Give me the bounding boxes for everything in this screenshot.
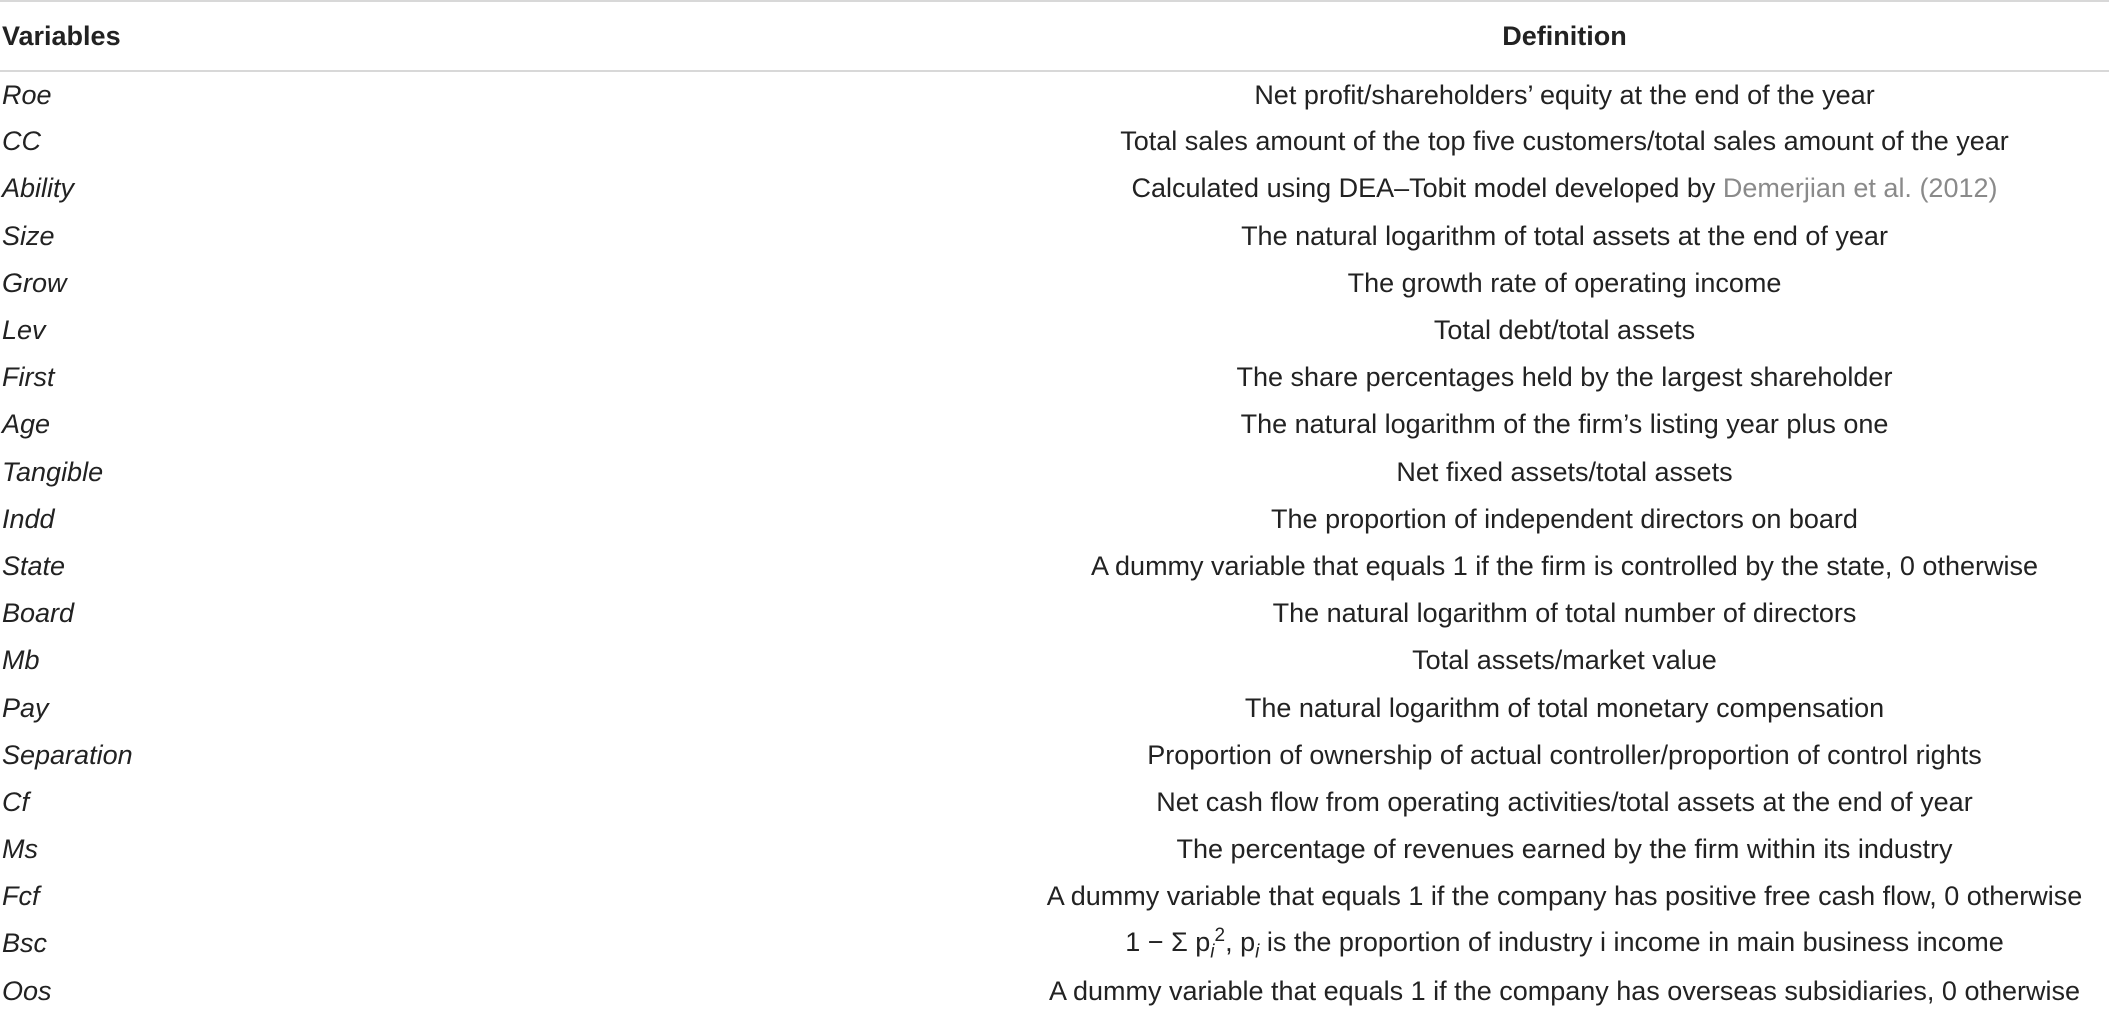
variable-cell: Cf	[2, 786, 29, 817]
table-row	[0, 590, 2109, 637]
definition-cell: The natural logarithm of total monetary compensation	[1244, 692, 1885, 723]
variable-cell: Bsc	[2, 928, 48, 959]
definition-cell: Total assets/market value	[1412, 645, 1717, 676]
variable-cell: First	[2, 362, 55, 393]
definition-cell: Total debt/total assets	[1433, 315, 1696, 346]
variable-cell: Roe	[2, 79, 52, 110]
variable-cell: Mb	[2, 645, 40, 676]
table-row	[0, 449, 2109, 496]
table-row	[0, 543, 2109, 590]
table-row	[0, 684, 2109, 731]
definition-cell: The natural logarithm of total assets at the end of year	[1241, 220, 1888, 251]
variable-cell: Grow	[2, 267, 67, 298]
variable-cell: Fcf	[2, 881, 40, 912]
definition-cell: A dummy variable that equals 1 if the company has positive free cash flow, 0 otherwise	[1046, 881, 2083, 912]
variable-cell: Age	[2, 409, 51, 440]
variable-cell: Ms	[2, 834, 38, 865]
table-row	[0, 732, 2109, 779]
formula-tail: is the proportion of industry i income in main business income	[1259, 926, 2004, 957]
variables-column-header: Variables	[2, 20, 121, 51]
table-row	[0, 401, 2109, 448]
definition-cell: The growth rate of operating income	[1347, 267, 1782, 298]
table-header-row	[0, 1, 2109, 71]
definition-cell: Total sales amount of the top five customers/total sales amount of the year	[1120, 126, 2009, 157]
variable-cell: Lev	[2, 315, 46, 346]
definition-column-header: Definition	[1502, 20, 1627, 51]
variable-cell: Board	[2, 598, 75, 629]
variable-cell: Indd	[2, 503, 55, 534]
table-row	[0, 968, 2109, 1015]
definition-cell: The percentage of revenues earned by the firm within its industry	[1176, 834, 1953, 865]
table-row	[0, 165, 2109, 212]
variable-cell: Separation	[2, 739, 133, 770]
variable-cell: CC	[2, 126, 41, 157]
variable-cell: State	[2, 550, 66, 581]
definition-cell: Net profit/shareholders’ equity at the end of the year	[1254, 79, 1875, 110]
formula-subscript: i	[1210, 941, 1215, 963]
table-row	[0, 826, 2109, 873]
table-row	[0, 496, 2109, 543]
formula-superscript: 2	[1214, 924, 1226, 946]
definition-cell: The share percentages held by the largest shareholder	[1236, 362, 1893, 393]
definition-cell: Net fixed assets/total assets	[1396, 456, 1733, 487]
variable-cell: Ability	[2, 173, 75, 204]
definition-cell	[1010, 165, 2109, 212]
definition-cell-formula	[1010, 920, 2109, 967]
table-row	[0, 873, 2109, 920]
formula-subscript: i	[1255, 941, 1260, 963]
definition-cell: A dummy variable that equals 1 if the company has overseas subsidiaries, 0 otherwise	[1048, 975, 2081, 1006]
formula-lead: 1 − Σ p	[1125, 926, 1211, 957]
table-row	[0, 118, 2109, 165]
variable-cell: Pay	[2, 692, 49, 723]
variable-cell: Size	[2, 220, 55, 251]
table-row	[0, 637, 2109, 684]
variable-cell: Oos	[2, 975, 52, 1006]
table-row	[0, 779, 2109, 826]
table-row	[0, 71, 2109, 118]
table-row	[0, 260, 2109, 307]
definition-cell: The natural logarithm of total number of directors	[1272, 598, 1857, 629]
table-row	[0, 213, 2109, 260]
variable-cell: Tangible	[2, 456, 104, 487]
definition-text: Calculated using DEA–Tobit model developed by	[1131, 173, 1723, 204]
table-row	[0, 354, 2109, 401]
definition-cell: The natural logarithm of the firm’s listing year plus one	[1240, 409, 1889, 440]
citation-link[interactable]: Demerjian et al. (2012)	[1722, 173, 1998, 204]
table-row	[0, 307, 2109, 354]
definition-cell: The proportion of independent directors on board	[1271, 503, 1858, 534]
formula-mid: , p	[1225, 926, 1256, 957]
definition-cell: A dummy variable that equals 1 if the firm is controlled by the state, 0 otherwise	[1091, 550, 2038, 581]
definition-cell: Proportion of ownership of actual controller/proportion of control rights	[1147, 739, 1982, 770]
definition-cell: Net cash flow from operating activities/total assets at the end of year	[1156, 786, 1973, 817]
table-row	[0, 920, 2109, 967]
